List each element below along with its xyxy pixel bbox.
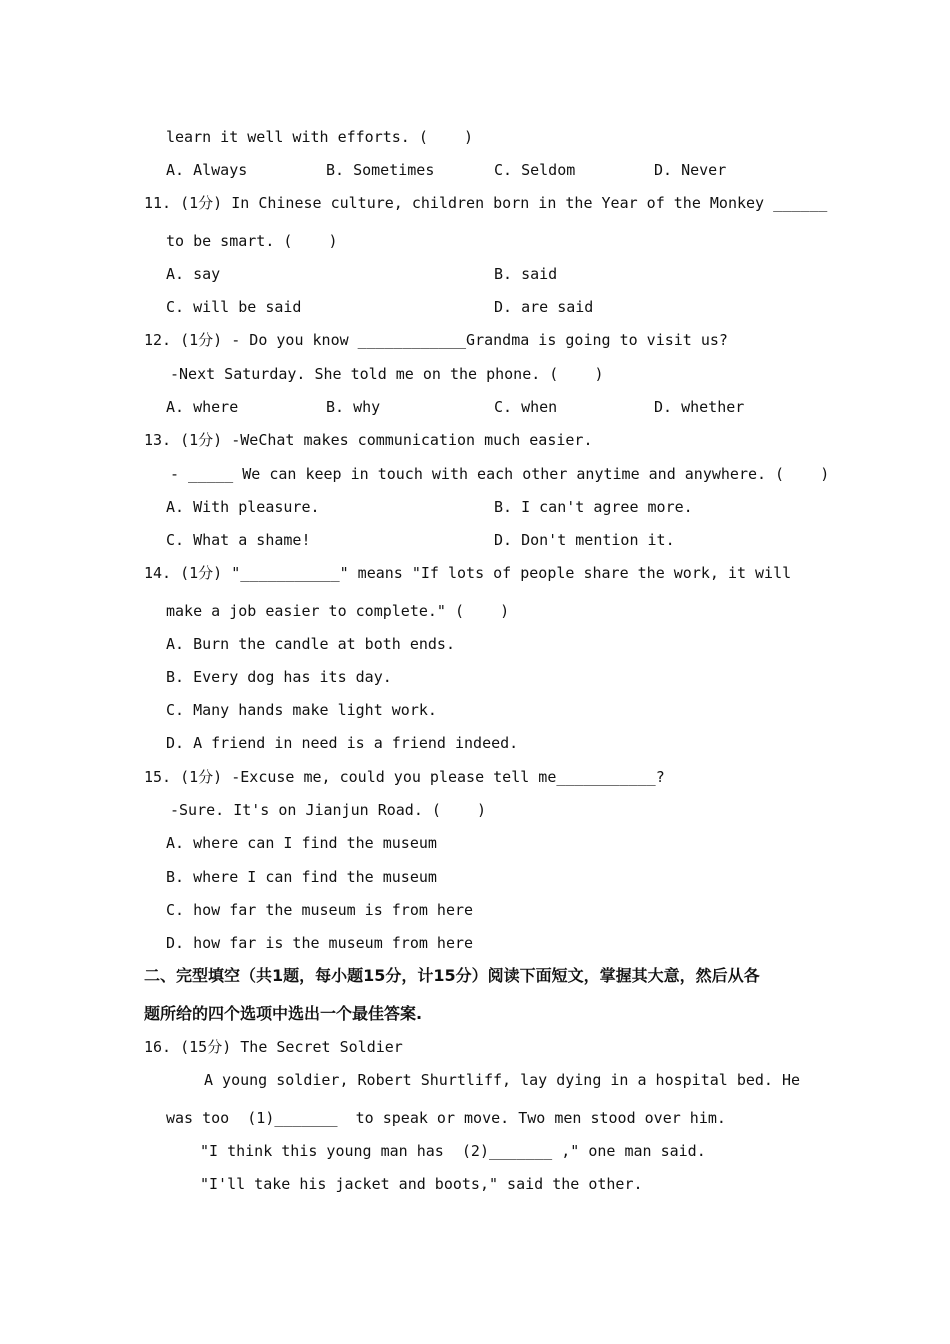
passage-line-3: "I think this young man has (2)_______ ," one man said. — [200, 1142, 706, 1160]
passage-line-1: A young soldier, Robert Shurtliff, lay dying in a hospital bed. He — [204, 1071, 801, 1089]
q10-option-b: B. Sometimes — [326, 161, 435, 179]
q13-stem: 13. (1分) -WeChat makes communication much easier. — [144, 431, 593, 449]
q11-option-d: D. are said — [494, 298, 594, 316]
q14-option-d: D. A friend in need is a friend indeed. — [166, 734, 519, 752]
q12-reply: -Next Saturday. She told me on the phone. ( ) — [170, 365, 604, 383]
q14-stem-continued: make a job easier to complete." ( ) — [166, 602, 510, 620]
q14-option-b: B. Every dog has its day. — [166, 668, 392, 686]
q16-title: 16. (15分) The Secret Soldier — [144, 1038, 403, 1056]
q11-option-a: A. say — [166, 265, 221, 283]
q15-stem: 15. (1分) -Excuse me, could you please tell me___________? — [144, 768, 665, 786]
q15-option-b: B. where I can find the museum — [166, 868, 437, 886]
q13-option-c: C. What a shame! — [166, 531, 311, 549]
q11-option-b: B. said — [494, 265, 558, 283]
q10-option-a: A. Always — [166, 161, 248, 179]
q15-option-a: A. where can I find the museum — [166, 834, 437, 852]
q15-reply: -Sure. It's on Jianjun Road. ( ) — [170, 801, 487, 819]
section-2-heading: 二、完型填空（共1题，每小题15分，计15分）阅读下面短文，掌握其大意，然后从各 — [144, 966, 760, 985]
q12-option-d: D. whether — [654, 398, 745, 416]
q13-option-a: A. With pleasure. — [166, 498, 320, 516]
q12-stem: 12. (1分) - Do you know ____________Grandma is going to visit us? — [144, 331, 728, 349]
q15-option-d: D. how far is the museum from here — [166, 934, 474, 952]
q13-option-d: D. Don't mention it. — [494, 531, 675, 549]
q12-option-b: B. why — [326, 398, 381, 416]
q13-option-b: B. I can't agree more. — [494, 498, 693, 516]
q13-reply: - _____ We can keep in touch with each other anytime and anywhere. ( ) — [170, 465, 830, 483]
q12-option-a: A. where — [166, 398, 239, 416]
passage-line-4: "I'll take his jacket and boots," said the other. — [200, 1175, 643, 1193]
passage-line-2: was too (1)_______ to speak or move. Two men stood over him. — [166, 1109, 726, 1127]
q14-stem: 14. (1分) "___________" means "If lots of people share the work, it will — [144, 564, 792, 582]
q14-option-c: C. Many hands make light work. — [166, 701, 437, 719]
q11-stem: 11. (1分) In Chinese culture, children born in the Year of the Monkey ______ — [144, 194, 828, 212]
q11-option-c: C. will be said — [166, 298, 302, 316]
q10-option-d: D. Never — [654, 161, 727, 179]
q10-option-c: C. Seldom — [494, 161, 576, 179]
q10-stem-continued: learn it well with efforts. ( ) — [166, 128, 474, 146]
q11-stem-continued: to be smart. ( ) — [166, 232, 338, 250]
section-2-heading-continued: 题所给的四个选项中选出一个最佳答案. — [144, 1004, 423, 1023]
q14-option-a: A. Burn the candle at both ends. — [166, 635, 455, 653]
q12-option-c: C. when — [494, 398, 558, 416]
q15-option-c: C. how far the museum is from here — [166, 901, 474, 919]
